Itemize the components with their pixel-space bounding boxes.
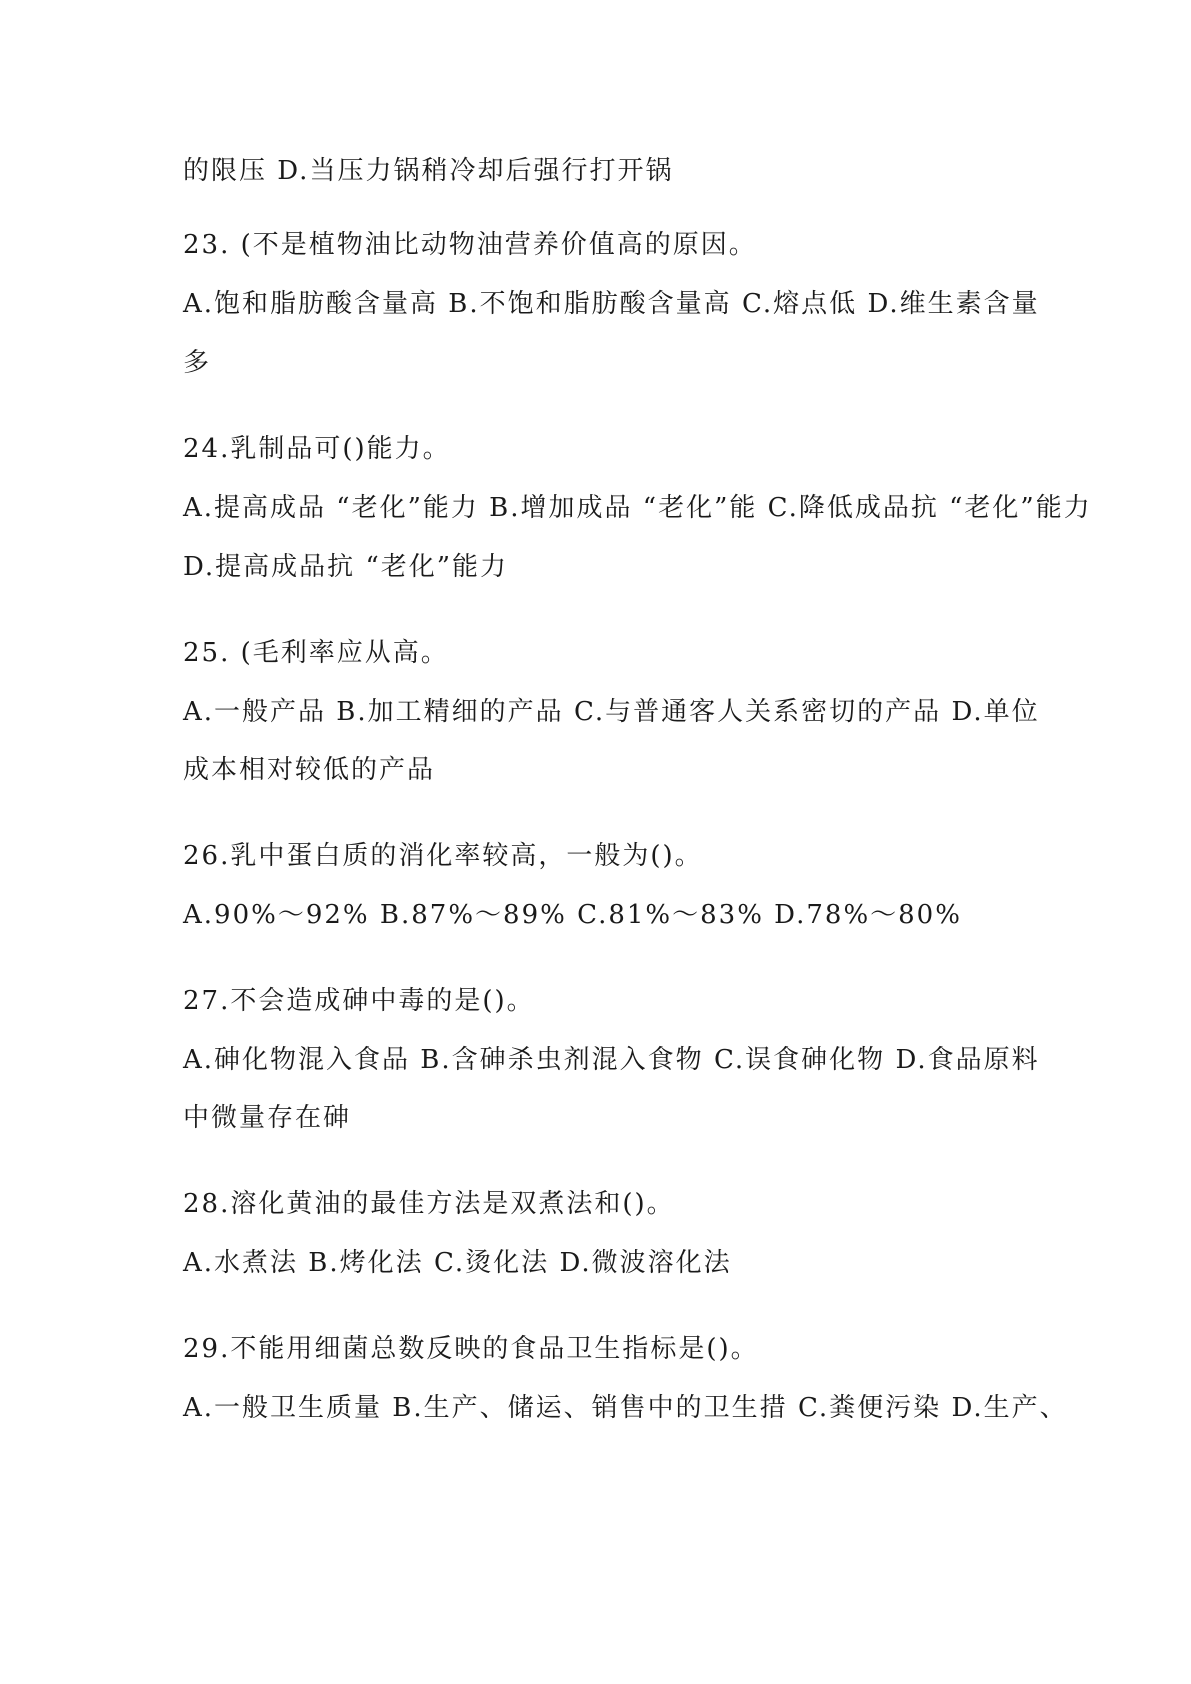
question-27: 27.不会造成砷中毒的是()。 (183, 986, 535, 1016)
options-line: A.90%～92% B.87%～89% C.81%～83% D.78%～80% (183, 900, 962, 930)
options-line: A.一般卫生质量 B.生产、储运、销售中的卫生措 C.粪便污染 D.生产、 (183, 1393, 1068, 1423)
options-line: A.提高成品 “老化”能力 B.增加成品 “老化”能 C.降低成品抗 “老化”能力 (183, 493, 1092, 523)
question-26: 26.乳中蛋白质的消化率较高，一般为()。 (183, 841, 703, 871)
text-line: 的限压 D.当压力锅稍冷却后强行打开锅 (183, 156, 674, 186)
options-line: 多 (183, 348, 212, 378)
options-line: 成本相对较低的产品 (183, 755, 436, 785)
options-line: A.水煮法 B.烤化法 C.烫化法 D.微波溶化法 (183, 1248, 732, 1278)
options-line: A.砷化物混入食品 B.含砷杀虫剂混入食物 C.误食砷化物 D.食品原料 (183, 1045, 1040, 1075)
options-line: 中微量存在砷 (183, 1103, 352, 1133)
question-29: 29.不能用细菌总数反映的食品卫生指标是()。 (183, 1334, 759, 1364)
options-line: A.饱和脂肪酸含量高 B.不饱和脂肪酸含量高 C.熔点低 D.维生素含量 (183, 289, 1040, 319)
question-25: 25. (毛利率应从高。 (183, 638, 449, 668)
question-23: 23. (不是植物油比动物油营养价值高的原因。 (183, 230, 757, 260)
options-line: A.一般产品 B.加工精细的产品 C.与普通客人关系密切的产品 D.单位 (183, 697, 1040, 727)
question-28: 28.溶化黄油的最佳方法是双煮法和()。 (183, 1189, 675, 1219)
options-line: D.提高成品抗 “老化”能力 (183, 552, 509, 582)
question-24: 24.乳制品可()能力。 (183, 434, 451, 464)
